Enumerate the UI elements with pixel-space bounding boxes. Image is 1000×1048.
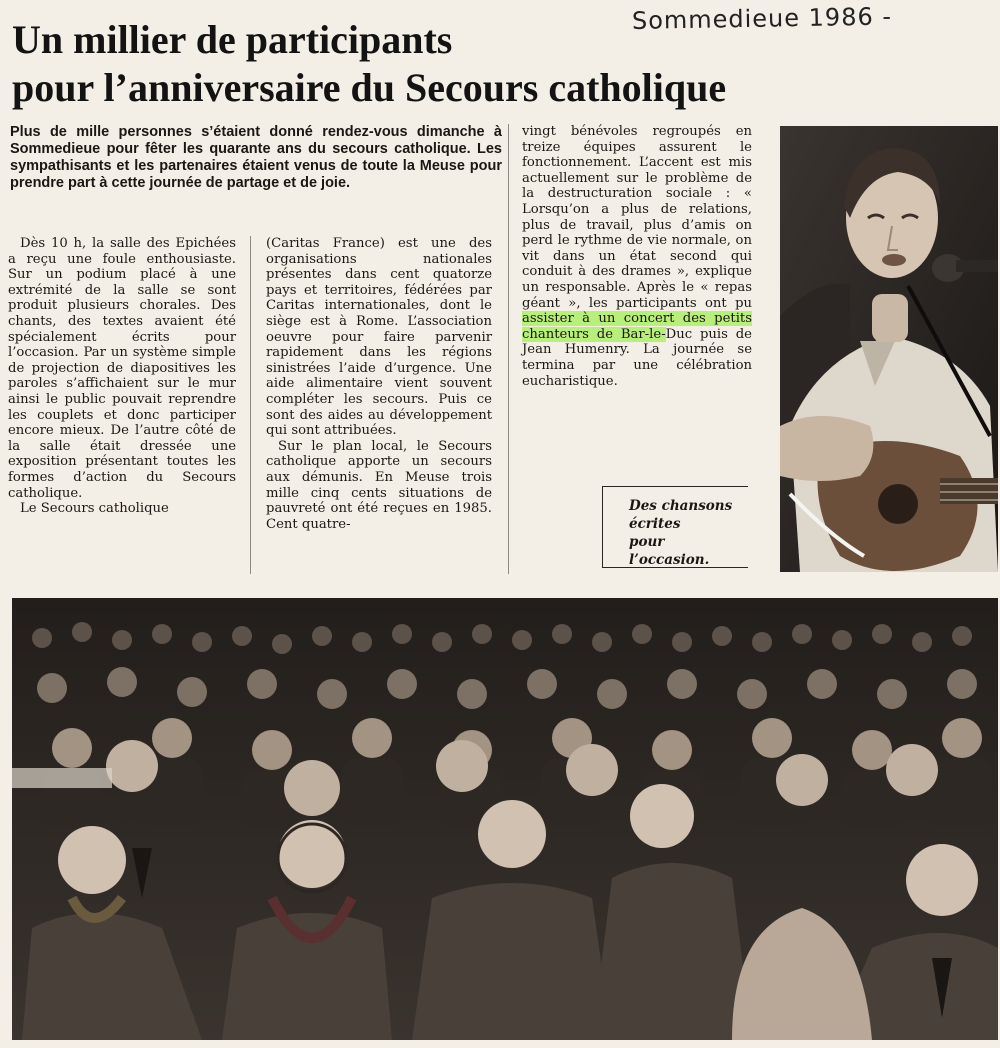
column-divider [508,124,509,574]
article-column-2 [266,236,492,532]
column1-paragraph-1: Dès 10 h, la salle des Epichées a reçu une foule enthousiaste. Sur un podium placé à une extrémité de la salle se sont produit plusieurs chorales. Des chants, des textes avaient été spécialement écrits pour l’occasion. Par un système simple de projection de diapositives les paroles s’affichaient sur le mur ainsi le public pouvait reprendre les couplets et donc participer encore mieux. De l’autre côté de la salle était dressée une exposition présentant toutes les formes d’action du Secours catholique. [8,236,236,501]
photo-caption [602,486,748,568]
photo-audience [12,598,998,1040]
caption-line-2: écrites [629,516,681,532]
photo-singer-with-guitar [780,126,998,572]
audience-illustration [12,598,998,1040]
headline-line-1: Un millier de participants [12,17,453,62]
highlighted-text: assister à un concert des petits chanteurs de Bar-le- [522,311,752,342]
column2-paragraph-2: Sur le plan local, le Secours catholique apporte un secours aux démunis. En Meuse trois mille cinq cents situations de pauvreté ont été reçues en 1985. Cent quatre- [266,438,492,532]
column3-text-part-2: Duc puis de Jean Humenry. La journée se termina par une célébration eucharistique. [522,326,752,389]
article-column-3 [522,124,752,389]
column3-paragraph [522,124,752,389]
article-column-1 [8,236,236,517]
column1-paragraph-2: Le Secours catholique [20,501,169,517]
headline [12,16,892,112]
column2-paragraph-1: (Caritas France) est une des organisations nationales présentes dans cent quatorze pays et territoires, fédérées par Caritas internationales, dont le siège est à Rome. L’association oeuvre pour faire parvenir rapidement dans les régions sinistrées l’aide d’urgence. Une aide alimentaire vient souvent compléter les secours. Puis ce sont des aides au développement qui sont attribuées. [266,236,492,439]
handwritten-note: Sommedieue 1986 - [631,2,893,35]
caption-line-1: Des chansons [629,498,733,514]
singer-illustration [780,126,998,572]
column-divider [250,236,251,574]
caption-line-3: pour l’occasion. [629,534,710,568]
article-intro: Plus de mille personnes s’étaient donné rendez-vous dimanche à Sommedieue pour fêter les quarante ans du secours catholique. Les sympathisants et les partenaires étaient venus de toute la Meuse pour prendre part à cette journée de partage et de joie. [10,124,502,191]
column3-text-part-1: vingt bénévoles regroupés en treize équipes assurent le fonctionnement. L’accent est mis actuellement sur le problème de la destructuration sociale : « Lorsqu’on a plus de relations, plus de travail, plus d’amis on perd le rythme de vie normale, on vit dans un état second qui conduit à des drames », explique un responsable. Après le « repas géant », les participants ont pu [522,124,752,311]
headline-line-2: pour l’anniversaire du Secours catholique [12,65,727,110]
